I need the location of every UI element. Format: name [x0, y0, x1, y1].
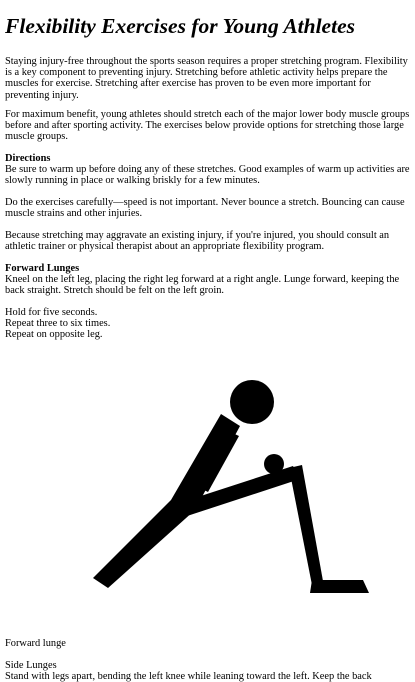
side-lunges-description: Stand with legs apart, bending the left knee while leaning toward the left. Keep the back: [5, 671, 372, 682]
directions-block: [5, 153, 410, 187]
directions-heading: Directions: [5, 153, 51, 164]
page-title: Flexibility Exercises for Young Athletes: [5, 14, 355, 38]
forward-lunges-description: Kneel on the left leg, placing the right leg forward at a right angle. Lunge forward, keeping the back straight. Stretch should be felt on the left groin.: [5, 274, 400, 297]
lunge-stretch-figure-icon: [93, 380, 369, 600]
opposite-leg-instruction: Repeat on opposite leg.: [5, 329, 103, 341]
intro-paragraph-1: Staying injury-free throughout the sports season requires a proper stretching program. Flexibility is a key component to preventing injury. Stretching before athletic activity helps prepare the muscles for exercise. Stretching after exercise has proven to be even more important for preventing injury.: [5, 56, 408, 101]
intro-paragraph-2: For maximum benefit, young athletes should stretch each of the major lower body muscle groups before and after sporting activity. The exercises below provide options for stretching those large muscle groups.: [5, 109, 410, 143]
side-lunges-heading: Side Lunges: [5, 660, 57, 671]
forward-lunges-instructions: [5, 307, 410, 341]
directions-paragraph-3: Because stretching may aggravate an existing injury, if you're injured, you should consult an athletic trainer or physical therapist about an appropriate flexibility program.: [5, 230, 390, 253]
directions-paragraph-2: Do the exercises carefully—speed is not important. Never bounce a stretch. Bouncing can cause muscle strains and other injuries.: [5, 197, 405, 220]
forward-lunges-block: [5, 263, 410, 297]
hold-instruction: Hold for five seconds.: [5, 307, 98, 318]
repeat-instruction: Repeat three to six times.: [5, 318, 111, 330]
forward-lunges-heading: Forward Lunges: [5, 263, 80, 274]
side-lunges-block: [5, 660, 410, 682]
directions-paragraph-1: Be sure to warm up before doing any of these stretches. Good examples of warm up activities are slowly running in place or walking briskly for a few minutes.: [5, 164, 410, 187]
figure-caption: Forward lunge: [5, 638, 66, 649]
lunge-figure-svg: [93, 380, 369, 600]
